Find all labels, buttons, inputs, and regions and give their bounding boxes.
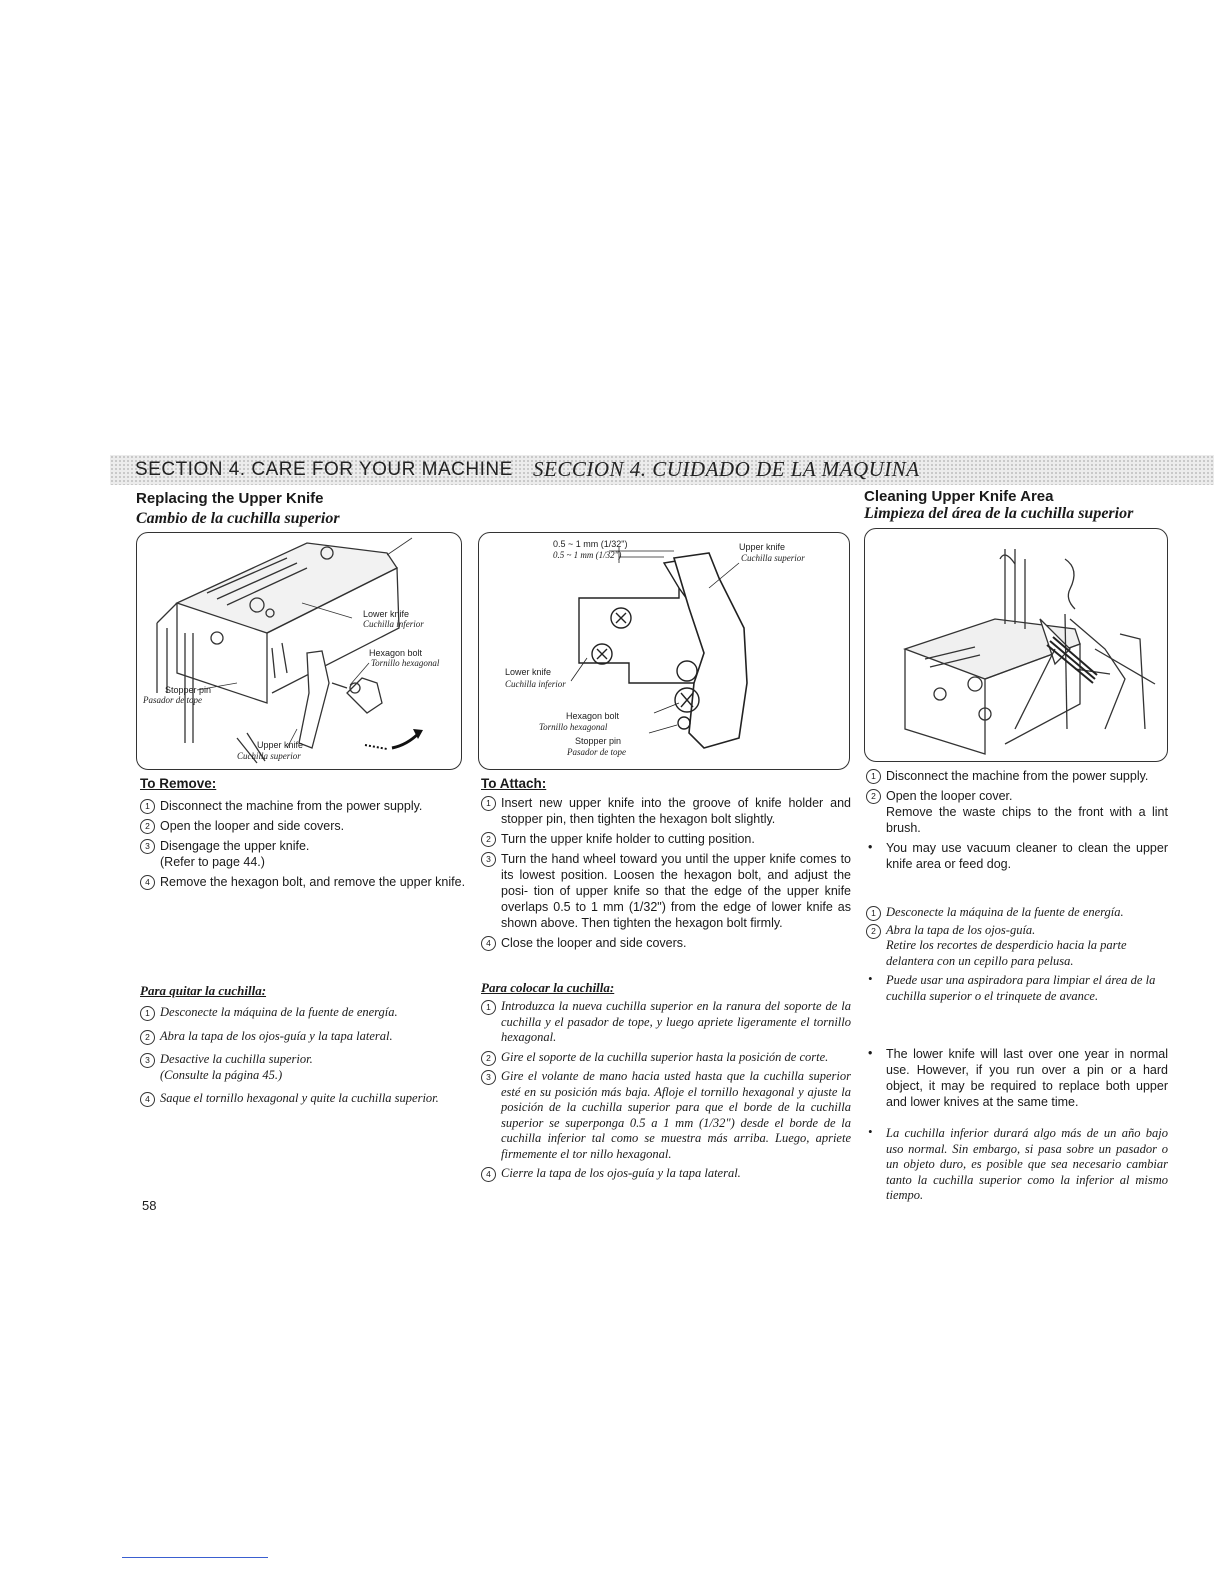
section-header-en: SECTION 4. CARE FOR YOUR MACHINE <box>135 459 513 480</box>
list-item: 1 Insert new upper knife into the groove of knife holder and stopper pin, then tighten the hexagon bolt slightly. <box>481 795 851 827</box>
page-number: 58 <box>142 1198 157 1213</box>
right-title-en: Cleaning Upper Knife Area <box>864 488 1054 505</box>
to-attach-heading: To Attach: <box>481 776 547 791</box>
footer-rule <box>122 1557 268 1558</box>
fig2-hexagon-bolt-label-es: Tornillo hexagonal <box>539 722 608 732</box>
list-item: 2 Gire el soporte de la cuchilla superior hasta la posición de corte. <box>481 1050 851 1066</box>
cleaning-knife-area-illustration <box>864 528 1168 762</box>
fig2-stopper-pin-label: Stopper pin <box>575 736 622 746</box>
cleaning-steps-es <box>866 905 1168 1008</box>
knife-diagram <box>479 533 849 769</box>
list-item: 4 Cierre la tapa de los ojos-guía y la tapa lateral. <box>481 1166 851 1182</box>
list-item: 1 Disconnect the machine from the power supply. <box>140 798 466 814</box>
fig2-stopper-pin-label-es: Pasador de tope <box>567 747 626 757</box>
fig1-hexagon-bolt-label-es: Tornillo hexagonal <box>371 658 440 668</box>
list-item: 2 Abra la tapa de los ojos-guía y la tapa lateral. <box>140 1029 466 1045</box>
fig2-hexagon-bolt-label: Hexagon bolt <box>566 711 620 721</box>
fig1-lower-knife-label-es: Cuchilla inferior <box>363 619 424 629</box>
fig2-lower-knife-label-es: Cuchilla inferior <box>505 679 566 689</box>
list-item: 3 Disengage the upper knife. (Refer to page 44.) <box>140 838 466 870</box>
lower-knife-note-en <box>866 1046 1168 1114</box>
list-item: 1 Desconecte la máquina de la fuente de energía. <box>140 1005 466 1021</box>
fig1-upper-knife-label: Upper knife <box>257 740 304 750</box>
remove-steps-es <box>140 1005 466 1111</box>
left-title-en: Replacing the Upper Knife <box>136 490 324 507</box>
fig2-gap-label: 0.5 ~ 1 mm (1/32") <box>553 539 628 549</box>
fig1-upper-knife-label-es: Cuchilla superior <box>237 751 301 761</box>
right-title-es: Limpieza del área de la cuchilla superior <box>864 505 1134 522</box>
list-item: • You may use vacuum cleaner to clean the upper knife area or feed dog. <box>868 840 1168 871</box>
list-item: 4 Close the looper and side covers. <box>481 935 851 951</box>
fig2-upper-knife-label: Upper knife <box>739 542 786 552</box>
fig1-hexagon-bolt-label: Hexagon bolt <box>369 648 423 658</box>
list-item: 2 Open the looper and side covers. <box>140 818 466 834</box>
list-item: 1 Introduzca la nueva cuchilla superior en la ranura del soporte de la cuchilla y el pasador de tope, y luego apriete ligeramente el tornillo hexagonal. <box>481 999 851 1046</box>
list-item: 3 Turn the hand wheel toward you until the upper knife comes to its lowest position. Loosen the hexagon bolt, and adjust the posi- tion of upper knife so that the edge of the upper knife overlaps 0.5 to 1 mm (1/32") from the edge of lower knife as shown above. Then tighten the hexagon bolt firmly. <box>481 851 851 931</box>
fig2-upper-knife-label-es: Cuchilla superior <box>741 553 805 563</box>
para-quitar-heading: Para quitar la cuchilla: <box>140 983 267 998</box>
knife-overlap-illustration <box>478 532 850 770</box>
list-item: 3 Desactive la cuchilla superior. (Consulte la página 45.) <box>140 1052 466 1083</box>
lower-knife-note-es <box>866 1126 1168 1208</box>
list-item: 2 Turn the upper knife holder to cutting position. <box>481 831 851 847</box>
fig2-lower-knife-label: Lower knife <box>505 667 552 677</box>
list-item: 2 Abra la tapa de los ojos-guía. Retire los recortes de desperdicio hacia la parte delantera con un cepillo para pelusa. <box>866 923 1168 970</box>
para-colocar-heading: Para colocar la cuchilla: <box>481 980 615 995</box>
list-item: 1 Desconecte la máquina de la fuente de energía. <box>866 905 1168 921</box>
list-item: 3 Gire el volante de mano hacia usted hasta que la cuchilla superior esté en su posición más baja. Afloje el tornillo hexagonal y ajuste la posición de la cuchilla superior para que el borde de la cuchilla superior se superponga 0.5 a 1 mm (1/32") desde el borde de la cuchilla inferior tal como se muestra más arriba. Luego, apriete firmemente el tor nillo hexagonal. <box>481 1069 851 1162</box>
to-remove-heading: To Remove: <box>140 776 217 791</box>
list-item: • Puede usar una aspiradora para limpiar el área de la cuchilla superior o el trinquete de avance. <box>868 972 1156 1003</box>
attach-steps-es <box>481 999 851 1186</box>
fig1-lower-knife-label: Lower knife <box>363 609 410 619</box>
remove-steps-en <box>140 798 466 894</box>
list-item: • La cuchilla inferior durará algo más de un año bajo uso normal. Sin embargo, si pasa sobre un pasador o un objeto duro, es posible que sea necesario cambiar tanto la cuchilla superior como la inferior al mismo tiempo. <box>868 1125 1168 1202</box>
cleaning-steps-en <box>866 768 1168 876</box>
list-item: 4 Saque el tornillo hexagonal y quite la cuchilla superior. <box>140 1091 466 1107</box>
list-item: • The lower knife will last over one year in normal use. However, if you run over a pin or a hard object, it may be required to replace both upper and lower knives at the same time. <box>868 1046 1168 1109</box>
fig2-gap-label-es: 0.5 ~ 1 mm (1/32") <box>553 550 622 560</box>
left-title-es: Cambio de la cuchilla superior <box>136 510 340 527</box>
fig1-stopper-pin-label-es: Pasador de tope <box>143 695 202 705</box>
list-item: 1 Disconnect the machine from the power supply. <box>866 768 1168 784</box>
attach-steps-en <box>481 795 851 955</box>
list-item: 2 Open the looper cover. Remove the waste chips to the front with a lint brush. <box>866 788 1168 836</box>
upper-knife-removal-illustration <box>136 532 462 770</box>
cleaning-drawing <box>865 529 1167 761</box>
list-item: 4 Remove the hexagon bolt, and remove the upper knife. <box>140 874 466 890</box>
section-header-es: SECCION 4. CUIDADO DE LA MAQUINA <box>533 457 920 481</box>
fig1-stopper-pin-label: Stopper pin <box>165 685 212 695</box>
